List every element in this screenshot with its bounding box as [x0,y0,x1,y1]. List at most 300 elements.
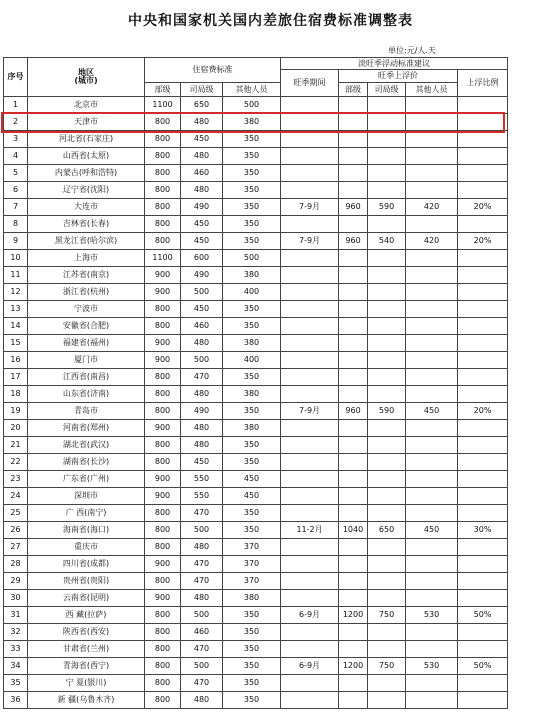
cell-siju: 460 [181,318,223,335]
cell-other: 350 [223,624,281,641]
cell-pbu [339,386,368,403]
page-title: 中央和国家机关国内差旅住宿费标准调整表 [128,13,413,29]
cell-psiju [368,420,406,437]
cell-region: 上海市 [28,250,145,267]
cell-seq: 14 [4,318,28,335]
cell-ratio: 50% [458,658,508,675]
cell-siju: 480 [181,182,223,199]
header-peak-price: 旺季上浮价 [339,70,458,83]
cell-pother [406,335,458,352]
table-row [4,471,508,488]
cell-region: 江苏省(南京) [28,267,145,284]
cell-seq: 9 [4,233,28,250]
header-region-sub: (城市) [74,76,98,85]
cell-siju: 550 [181,471,223,488]
cell-pother [406,641,458,658]
cell-bu: 800 [145,454,181,471]
cell-siju: 460 [181,624,223,641]
cell-pbu [339,505,368,522]
cell-region: 湖北省(武汉) [28,437,145,454]
cell-pother [406,556,458,573]
cell-ratio [458,641,508,658]
cell-pother: 420 [406,233,458,250]
cell-region: 甘肃省(兰州) [28,641,145,658]
cell-psiju: 590 [368,403,406,420]
cell-pbu [339,641,368,658]
cell-region: 深圳市 [28,488,145,505]
cell-pother [406,471,458,488]
cell-seq: 12 [4,284,28,301]
cell-pother [406,573,458,590]
cell-region: 福建省(福州) [28,335,145,352]
cell-siju: 480 [181,148,223,165]
cell-other: 350 [223,216,281,233]
cell-bu: 1100 [145,250,181,267]
cell-pbu [339,114,368,131]
cell-seq: 1 [4,97,28,114]
cell-ratio [458,301,508,318]
cell-siju: 600 [181,250,223,267]
cell-psiju [368,148,406,165]
cell-seq: 17 [4,369,28,386]
cell-seq: 19 [4,403,28,420]
cell-period [281,692,339,709]
cell-pother: 420 [406,199,458,216]
cell-psiju [368,250,406,267]
cell-pbu: 1200 [339,658,368,675]
cell-other: 350 [223,182,281,199]
table-row [4,505,508,522]
cell-pother [406,250,458,267]
cell-psiju: 650 [368,522,406,539]
cell-siju: 500 [181,352,223,369]
header-peak-period: 旺季期间 [281,70,339,97]
cell-ratio [458,471,508,488]
cell-pbu [339,352,368,369]
cell-period [281,369,339,386]
cell-pbu [339,284,368,301]
cell-siju: 480 [181,420,223,437]
cell-bu: 900 [145,267,181,284]
cell-siju: 550 [181,488,223,505]
cell-pother [406,148,458,165]
cell-region: 河北省(石家庄) [28,131,145,148]
cell-ratio: 50% [458,607,508,624]
cell-psiju [368,352,406,369]
cell-pbu: 960 [339,233,368,250]
table-row [4,267,508,284]
cell-siju: 480 [181,114,223,131]
cell-region: 天津市 [28,114,145,131]
cell-siju: 490 [181,199,223,216]
cell-region: 四川省(成都) [28,556,145,573]
cell-siju: 450 [181,454,223,471]
cell-other: 350 [223,692,281,709]
cell-pbu [339,335,368,352]
cell-pother [406,454,458,471]
cell-period: 7-9月 [281,199,339,216]
table-row [4,386,508,403]
cell-region: 浙江省(杭州) [28,284,145,301]
table-row [4,250,508,267]
cell-seq: 29 [4,573,28,590]
cell-period [281,250,339,267]
cell-pbu [339,624,368,641]
cell-psiju [368,641,406,658]
cell-siju: 480 [181,386,223,403]
header-seq: 序号 [4,58,28,97]
cell-period [281,284,339,301]
cell-ratio [458,131,508,148]
cell-siju: 490 [181,403,223,420]
cell-psiju [368,131,406,148]
table-row [4,454,508,471]
cell-ratio [458,250,508,267]
cell-seq: 35 [4,675,28,692]
table-row [4,182,508,199]
cell-other: 350 [223,403,281,420]
cell-siju: 500 [181,658,223,675]
cell-period [281,386,339,403]
cell-pbu [339,454,368,471]
cell-other: 350 [223,301,281,318]
cell-seq: 33 [4,641,28,658]
cell-other: 350 [223,131,281,148]
cell-pbu [339,182,368,199]
cell-ratio [458,437,508,454]
cell-seq: 3 [4,131,28,148]
cell-region: 西 藏(拉萨) [28,607,145,624]
cell-pbu [339,318,368,335]
cell-region: 广 西(南宁) [28,505,145,522]
cell-bu: 800 [145,675,181,692]
cell-pbu: 960 [339,199,368,216]
cell-period: 6-9月 [281,658,339,675]
cell-period [281,437,339,454]
cell-seq: 30 [4,590,28,607]
cell-bu: 900 [145,284,181,301]
cell-psiju [368,284,406,301]
cell-bu: 800 [145,624,181,641]
cell-region: 宁波市 [28,301,145,318]
cell-period [281,420,339,437]
header-peak-adjust: 淡旺季浮动标准建议 [281,58,508,70]
cell-period [281,539,339,556]
cell-period [281,148,339,165]
cell-pother: 530 [406,658,458,675]
cell-period [281,573,339,590]
cell-bu: 800 [145,233,181,250]
table-row [4,437,508,454]
cell-region: 广东省(广州) [28,471,145,488]
cell-ratio [458,505,508,522]
cell-seq: 34 [4,658,28,675]
cell-pbu [339,488,368,505]
cell-ratio [458,420,508,437]
cell-bu: 800 [145,369,181,386]
cell-ratio [458,692,508,709]
cell-pbu: 960 [339,403,368,420]
cell-pbu [339,590,368,607]
cell-ratio [458,114,508,131]
cell-other: 450 [223,488,281,505]
cell-ratio [458,539,508,556]
cell-region: 山东省(济南) [28,386,145,403]
table-row [4,692,508,709]
header-siju: 司局级 [181,83,223,97]
cell-region: 河南省(郑州) [28,420,145,437]
header-other: 其他人员 [223,83,281,97]
cell-other: 380 [223,114,281,131]
cell-bu: 900 [145,420,181,437]
cell-pother: 530 [406,607,458,624]
cell-psiju [368,505,406,522]
cell-pother [406,386,458,403]
cell-period [281,165,339,182]
cell-psiju: 540 [368,233,406,250]
cell-pother: 450 [406,403,458,420]
cell-pother [406,539,458,556]
cell-pother [406,165,458,182]
cell-pbu [339,369,368,386]
cell-ratio [458,267,508,284]
table-row [4,131,508,148]
table-row [4,284,508,301]
cell-other: 350 [223,675,281,692]
cell-pother [406,97,458,114]
cell-siju: 450 [181,131,223,148]
cell-other: 400 [223,352,281,369]
cell-period [281,352,339,369]
table-row [4,352,508,369]
cell-psiju: 750 [368,607,406,624]
cell-pbu [339,471,368,488]
cell-other: 350 [223,454,281,471]
cell-bu: 800 [145,386,181,403]
cell-region: 海南省(海口) [28,522,145,539]
header-region [28,58,145,97]
cell-seq: 5 [4,165,28,182]
cell-period [281,556,339,573]
cell-ratio [458,352,508,369]
table-row [4,335,508,352]
cell-period [281,454,339,471]
cell-bu: 900 [145,352,181,369]
cell-pbu [339,301,368,318]
cell-siju: 450 [181,216,223,233]
cell-ratio [458,369,508,386]
cell-bu: 800 [145,301,181,318]
cell-period [281,641,339,658]
cell-psiju [368,471,406,488]
cell-psiju [368,590,406,607]
cell-psiju [368,97,406,114]
cell-psiju: 590 [368,199,406,216]
table-row [4,556,508,573]
cell-period [281,675,339,692]
cell-psiju [368,318,406,335]
cell-other: 350 [223,148,281,165]
cell-other: 350 [223,165,281,182]
table-row [4,148,508,165]
table-row [4,301,508,318]
header-peak-siju: 司局级 [368,83,406,97]
cell-siju: 480 [181,335,223,352]
cell-psiju [368,488,406,505]
cell-bu: 900 [145,556,181,573]
cell-ratio [458,386,508,403]
cell-pbu [339,556,368,573]
cell-seq: 28 [4,556,28,573]
cell-pbu [339,216,368,233]
cell-ratio [458,182,508,199]
header-region-main: 地区 [78,68,94,77]
table-row [4,624,508,641]
cell-period: 6-9月 [281,607,339,624]
cell-period [281,318,339,335]
cell-psiju [368,165,406,182]
cell-period [281,267,339,284]
cell-pother [406,131,458,148]
cell-seq: 16 [4,352,28,369]
cell-siju: 470 [181,556,223,573]
cell-seq: 26 [4,522,28,539]
cell-pother [406,369,458,386]
cell-pother [406,318,458,335]
cell-bu: 800 [145,607,181,624]
cell-region: 内蒙古(呼和浩特) [28,165,145,182]
cell-siju: 480 [181,437,223,454]
cell-siju: 460 [181,165,223,182]
cell-ratio [458,165,508,182]
cell-bu: 800 [145,165,181,182]
cell-psiju [368,267,406,284]
cell-other: 350 [223,318,281,335]
cell-other: 400 [223,284,281,301]
table-row [4,369,508,386]
cell-bu: 900 [145,488,181,505]
cell-other: 350 [223,641,281,658]
cell-bu: 900 [145,590,181,607]
header-up-ratio: 上浮比例 [458,70,508,97]
cell-siju: 480 [181,590,223,607]
cell-region: 陕西省(西安) [28,624,145,641]
header-peak-bu: 部级 [339,83,368,97]
table-row [4,318,508,335]
cell-psiju [368,437,406,454]
cell-seq: 18 [4,386,28,403]
cell-period [281,505,339,522]
cell-period [281,131,339,148]
cell-psiju [368,369,406,386]
cell-siju: 470 [181,675,223,692]
cell-other: 350 [223,522,281,539]
cell-psiju [368,216,406,233]
table-row [4,539,508,556]
cell-pother [406,488,458,505]
cell-seq: 2 [4,114,28,131]
cell-period: 7-9月 [281,233,339,250]
cell-pbu [339,165,368,182]
cell-psiju [368,675,406,692]
cell-ratio [458,573,508,590]
cell-pbu [339,692,368,709]
table-row [4,590,508,607]
cell-pother [406,182,458,199]
cell-bu: 800 [145,505,181,522]
cell-ratio [458,216,508,233]
cell-pbu [339,97,368,114]
table-row [4,97,508,114]
cell-period [281,471,339,488]
table-row [4,675,508,692]
cell-pbu [339,420,368,437]
cell-pother [406,590,458,607]
cell-region: 安徽省(合肥) [28,318,145,335]
cell-seq: 21 [4,437,28,454]
cell-ratio: 20% [458,199,508,216]
cell-bu: 900 [145,335,181,352]
cell-other: 380 [223,335,281,352]
cell-bu: 800 [145,114,181,131]
cell-pother [406,301,458,318]
cell-pother [406,437,458,454]
cell-pother: 450 [406,522,458,539]
cell-ratio [458,454,508,471]
cell-bu: 800 [145,216,181,233]
table-row [4,216,508,233]
cell-region: 厦门市 [28,352,145,369]
cell-psiju [368,182,406,199]
cell-seq: 36 [4,692,28,709]
cell-pbu [339,148,368,165]
lodging-standard-table [3,57,508,709]
cell-pbu [339,267,368,284]
cell-ratio [458,335,508,352]
cell-bu: 800 [145,522,181,539]
cell-pbu [339,675,368,692]
table-row [4,165,508,182]
cell-other: 380 [223,267,281,284]
cell-pother [406,114,458,131]
cell-psiju [368,692,406,709]
cell-other: 350 [223,607,281,624]
cell-period [281,216,339,233]
cell-pbu [339,573,368,590]
cell-pother [406,624,458,641]
cell-other: 350 [223,437,281,454]
cell-psiju [368,539,406,556]
cell-bu: 800 [145,539,181,556]
cell-pbu [339,437,368,454]
cell-siju: 470 [181,641,223,658]
cell-period [281,488,339,505]
cell-seq: 15 [4,335,28,352]
cell-psiju [368,556,406,573]
cell-region: 湖南省(长沙) [28,454,145,471]
cell-bu: 800 [145,199,181,216]
cell-siju: 470 [181,369,223,386]
cell-siju: 450 [181,301,223,318]
cell-region: 山西省(太原) [28,148,145,165]
cell-siju: 650 [181,97,223,114]
cell-seq: 11 [4,267,28,284]
cell-region: 青岛市 [28,403,145,420]
table-row [4,420,508,437]
cell-bu: 800 [145,148,181,165]
cell-seq: 25 [4,505,28,522]
cell-psiju [368,114,406,131]
